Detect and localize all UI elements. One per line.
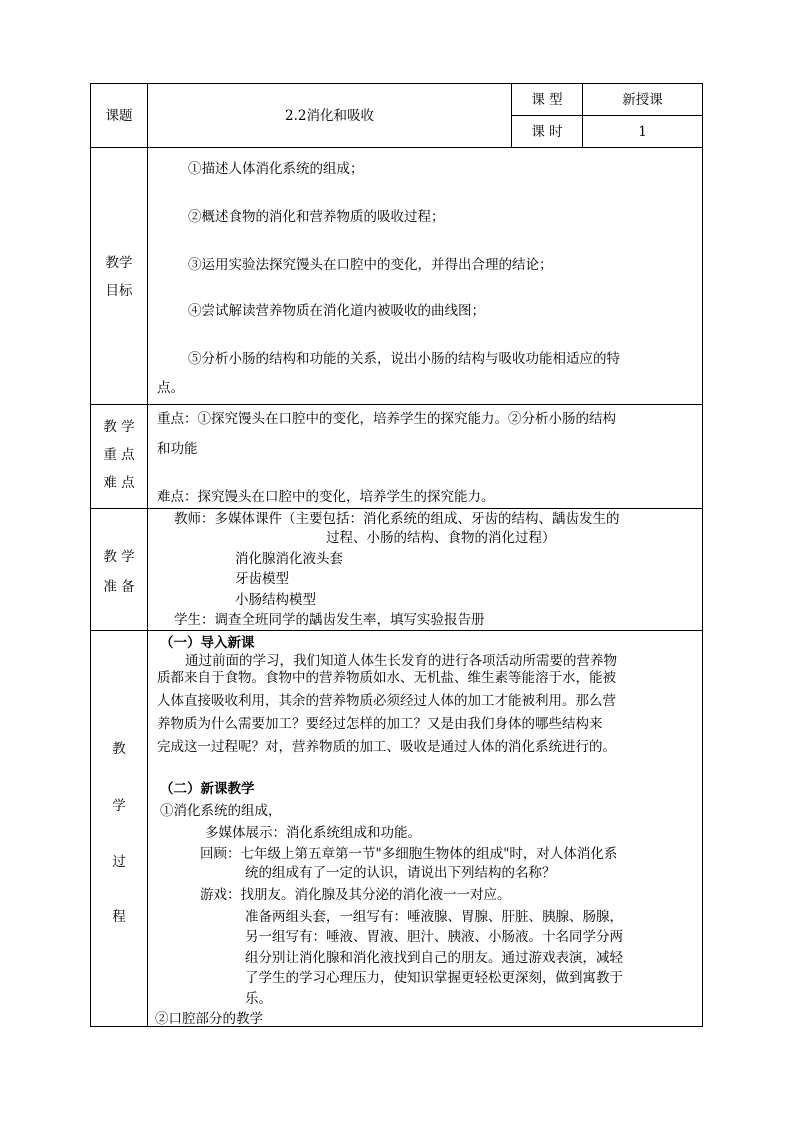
new-lesson-line: 另一组写有：唾液、胃液、胆汁、胰液、小肠液。十名同学分两	[245, 929, 623, 945]
intro-paragraph-line: 完成这一过程呢？对，营养物质的加工、吸收是通过人体的消化系统进行的。	[157, 739, 616, 755]
difficulty-text: 难点：探究馒头在口腔中的变化，培养学生的探究能力。	[157, 489, 495, 505]
process-label: 过	[112, 854, 126, 870]
objective-item: ⑤分析小肠的结构和功能的关系，说出小肠的结构与吸收功能相适应的特	[188, 351, 620, 367]
preparation-label: 教 学	[103, 549, 135, 565]
objectives-label: 目标	[105, 283, 133, 299]
preparation-line: 消化腺消化液头套	[235, 551, 343, 567]
preparation-label: 准 备	[103, 579, 135, 595]
new-lesson-line: 回顾：七年级上第五章第一节"多细胞生物体的组成"时，对人体消化系	[200, 846, 618, 862]
row-divider	[90, 147, 703, 148]
intro-paragraph-line: 养物质为什么需要加工？要经过怎样的加工？又是由我们身体的哪些结构来	[157, 716, 603, 732]
intro-paragraph-line: 质都来自于食物。食物中的营养物质如水、无机盐、维生素等能溶于水，能被	[157, 670, 616, 686]
table-border-right	[702, 83, 703, 1027]
objective-item: ④尝试解读营养物质在消化道内被吸收的曲线图；	[188, 303, 485, 319]
process-label: 教	[112, 741, 126, 757]
key-points-label: 教 学	[103, 419, 135, 435]
preparation-line: 牙齿模型	[235, 571, 289, 587]
row-divider	[90, 508, 703, 509]
preparation-line: 小肠结构模型	[235, 592, 316, 608]
objectives-label: 教学	[105, 255, 133, 271]
lesson-type-value: 新授课	[622, 92, 663, 108]
title-label: 课题	[105, 108, 133, 124]
intro-paragraph-line: 人体直接吸收利用，其余的营养物质必须经过人体的加工才能被利用。那么营	[157, 693, 616, 709]
row-divider	[90, 630, 703, 631]
preparation-line: 教师：多媒体课件（主要包括：消化系统的组成、牙齿的结构、龋齿发生的	[174, 511, 620, 527]
header-split-line	[511, 115, 703, 116]
objective-item: ②概述食物的消化和营养物质的吸收过程；	[188, 209, 445, 225]
lesson-hours-value: 1	[638, 124, 647, 140]
key-point-text: 重点：①探究馒头在口腔中的变化，培养学生的探究能力。②分析小肠的结构	[157, 411, 616, 427]
key-points-label: 重 点	[103, 447, 135, 463]
preparation-line: 过程、小肠的结构、食物的消化过程）	[326, 530, 556, 546]
new-lesson-line: 多媒体展示：消化系统组成和功能。	[205, 825, 421, 841]
process-label: 程	[112, 909, 126, 925]
new-lesson-line: 乐。	[245, 991, 272, 1007]
table-border-top	[90, 83, 703, 84]
new-lesson-line: 游戏：找朋友。消化腺及其分泌的消化液一一对应。	[200, 887, 511, 903]
new-lesson-line: 了学生的学习心理压力，使知识掌握更轻松更深刻，做到寓教于	[245, 970, 623, 986]
new-lesson-heading: （二）新课教学	[160, 781, 255, 797]
objective-item: ③运用实验法探究馒头在口腔中的变化，并得出合理的结论；	[188, 257, 553, 273]
new-lesson-line: 统的组成有了一定的认识，请说出下列结构的名称？	[245, 865, 556, 881]
lesson-hours-label: 课 时	[531, 124, 563, 140]
intro-paragraph-line: 通过前面的学习，我们知道人体生长发育的进行各项活动所需要的营养物	[185, 653, 617, 669]
new-lesson-line: 组分别让消化腺和消化液找到自己的朋友。通过游戏表演，减轻	[245, 950, 623, 966]
label-column-line	[147, 83, 148, 1027]
key-points-label: 难 点	[103, 475, 135, 491]
lesson-title: 2.2消化和吸收	[285, 108, 374, 124]
preparation-line: 学生：调查全班同学的龋齿发生率，填写实验报告册	[174, 612, 485, 628]
row-divider	[90, 404, 703, 405]
objective-item: 点。	[157, 380, 184, 396]
objective-item: ①描述人体消化系统的组成；	[188, 161, 364, 177]
lesson-type-label: 课 型	[531, 92, 563, 108]
intro-heading: （一）导入新课	[160, 635, 255, 651]
new-lesson-line: ①消化系统的组成，	[160, 803, 282, 819]
process-label: 学	[112, 798, 126, 814]
key-point-text: 和功能	[157, 441, 198, 457]
new-lesson-line: 准备两组头套，一组写有：唾液腺、胃腺、肝脏、胰腺、肠腺，	[245, 909, 623, 925]
oral-cavity-line: ②口腔部分的教学	[155, 1011, 263, 1027]
